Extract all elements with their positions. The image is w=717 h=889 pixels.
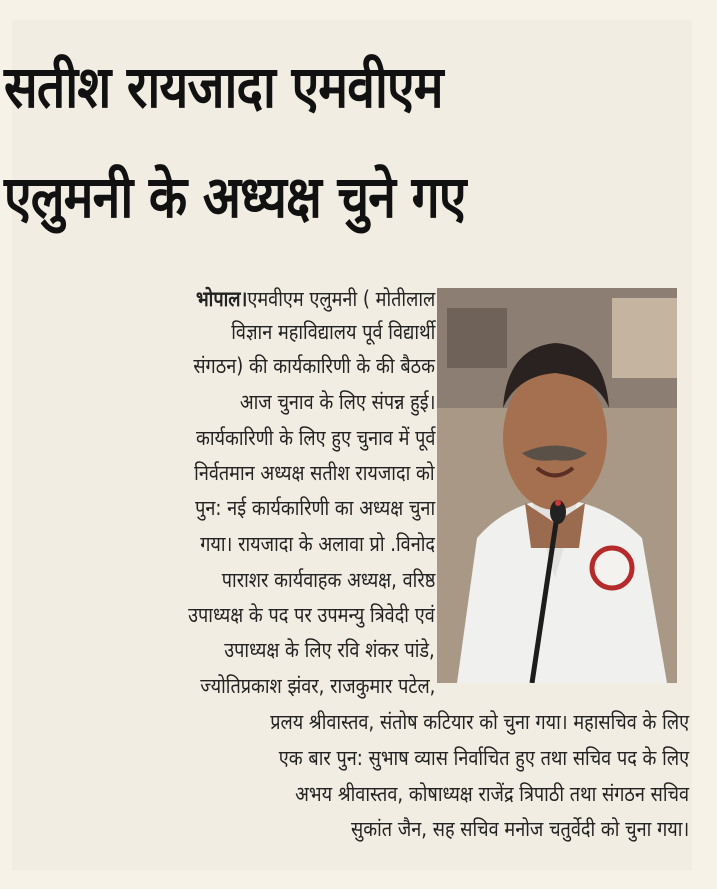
headline-line-1: सतीश रायजादा एमवीएम	[4, 53, 443, 121]
badge	[592, 548, 632, 588]
photo-frame	[447, 308, 507, 368]
microphone-light	[555, 500, 561, 506]
photo-window	[612, 298, 677, 378]
article-line-14: एक बार पुन: सुभाष व्यास निर्वाचित हुए तथा सचिव पद के लिए	[278, 746, 689, 770]
dateline: भोपाल।	[195, 287, 248, 311]
headline-line-2: एलुमनी के अध्यक्ष चुने गए	[4, 163, 466, 231]
news-photo	[437, 288, 677, 683]
face	[503, 366, 607, 510]
article-line-13: प्रलय श्रीवास्तव, संतोष कटियार को चुना गया। महासचिव के लिए	[270, 710, 689, 734]
speaker-photo-illustration	[437, 288, 677, 683]
article-line-5: कार्यकारिणी के लिए हुए चुनाव में पूर्व	[195, 426, 435, 450]
article-line-9: पाराशर कार्यवाहक अध्यक्ष, वरिष्ठ	[221, 568, 435, 592]
article-line-3: संगठन) की कार्यकारिणी के की बैठक	[193, 354, 435, 378]
article-line-7: पुन: नई कार्यकारिणी का अध्यक्ष चुना	[194, 496, 435, 520]
article-line-1: भोपाल।एमवीएम एलुमनी ( मोतीलाल	[195, 287, 435, 311]
article-line-11: उपाध्यक्ष के लिए रवि शंकर पांडे,	[224, 638, 435, 662]
article-line-15: अभय श्रीवास्तव, कोषाध्यक्ष राजेंद्र त्रिपाठी तथा संगठन सचिव	[295, 782, 689, 806]
article-line-4: आज चुनाव के लिए संपन्न हुई।	[239, 390, 435, 414]
article-line-2: विज्ञान महाविद्यालय पूर्व विद्यार्थी	[230, 320, 435, 344]
article-line-16: सुकांत जैन, सह सचिव मनोज चतुर्वेदी को चुना गया।	[350, 817, 689, 841]
article-line-12: ज्योतिप्रकाश झंवर, राजकुमार पटेल,	[199, 674, 435, 698]
article-line-8: गया। रायजादा के अलावा प्रो .विनोद	[200, 532, 435, 556]
article-line-10: उपाध्यक्ष के पद पर उपमन्यु त्रिवेदी एवं	[188, 603, 435, 627]
article-line-6: निर्वतमान अध्यक्ष सतीश रायजादा को	[194, 461, 435, 485]
